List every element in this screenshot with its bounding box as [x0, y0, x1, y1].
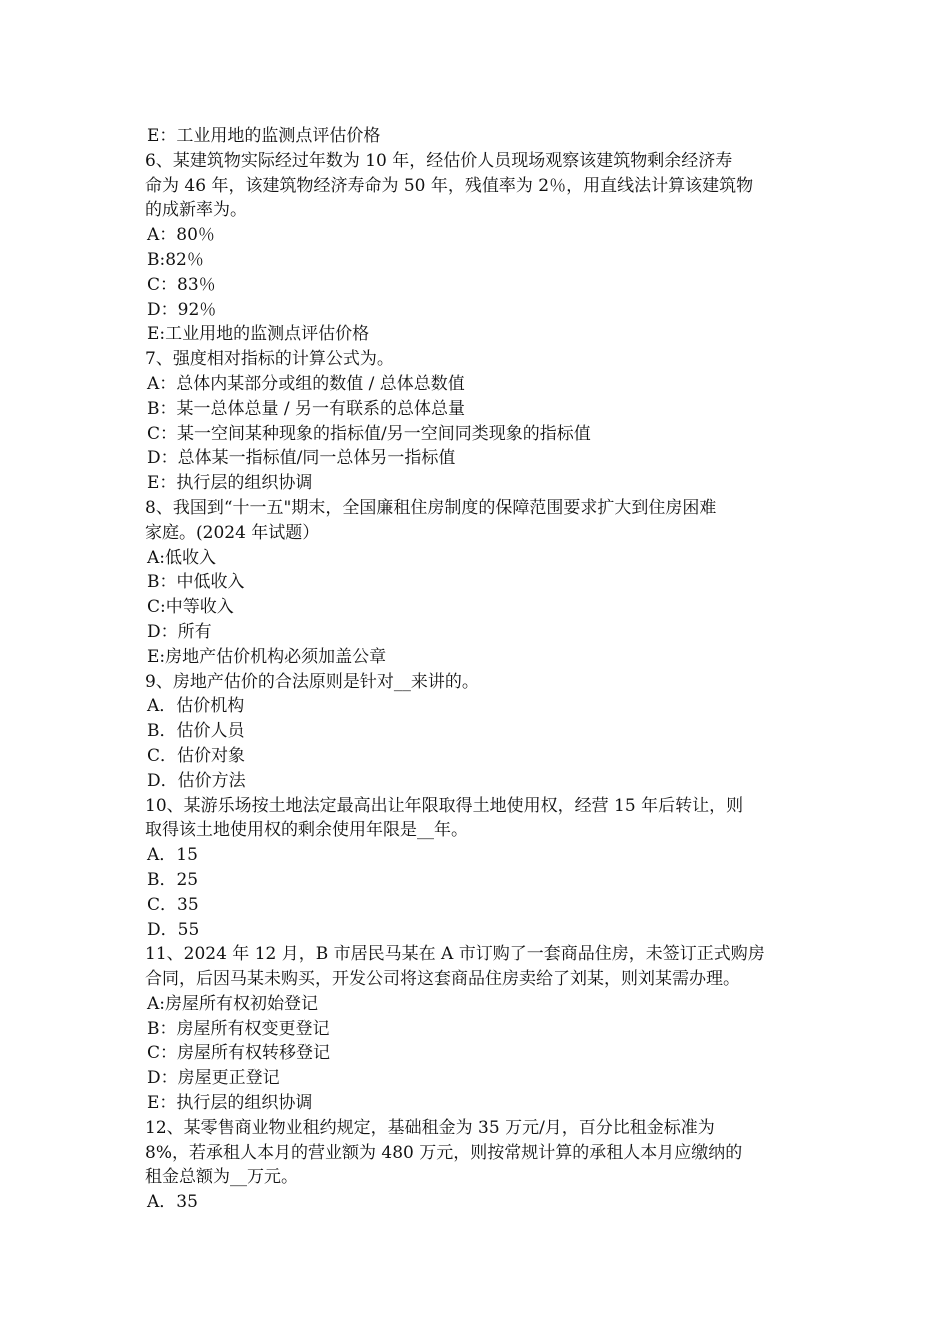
answer-option-line: E:房地产估价机构必须加盖公章	[147, 646, 387, 667]
answer-option-line: D：92％	[147, 299, 217, 320]
answer-option-line: C．35	[147, 894, 199, 915]
answer-option-line: C：房屋所有权转移登记	[147, 1043, 331, 1064]
answer-option-line: E：执行层的组织协调	[147, 473, 313, 494]
answer-option-line: C：83％	[147, 274, 216, 295]
answer-option-line: E:工业用地的监测点评估价格	[147, 324, 370, 345]
question-text-line: 家庭。(2024 年试题）	[145, 522, 320, 543]
answer-option-line: E：工业用地的监测点评估价格	[147, 126, 381, 146]
question-text-line: 取得该土地使用权的剩余使用年限是__年。	[145, 820, 468, 841]
answer-option-line: B：房屋所有权变更登记	[147, 1018, 330, 1039]
question-text-line: 8、我国到“十一五"期末，全国廉租住房制度的保障范围要求扩大到住房困难	[145, 497, 717, 518]
question-text-line: 9、房地产估价的合法原则是针对__来讲的。	[145, 671, 479, 692]
question-text-line: 6、某建筑物实际经过年数为 10 年，经估价人员现场观察该建筑物剩余经济寿	[145, 150, 733, 171]
answer-option-line: A．估价机构	[147, 696, 245, 717]
answer-option-line: D：总体某一指标值/同一总体另一指标值	[147, 448, 456, 469]
answer-option-line: C．估价对象	[147, 745, 246, 766]
answer-option-line: A．35	[147, 1192, 198, 1213]
question-text-line: 12、某零售商业物业租约规定，基础租金为 35 万元/月，百分比租金标准为	[145, 1117, 715, 1138]
answer-option-line: B：某一总体总量 / 另一有联系的总体总量	[147, 398, 466, 419]
answer-option-line: B：中低收入	[147, 572, 245, 593]
question-text-line: 8%，若承租人本月的营业额为 480 万元，则按常规计算的承租人本月应缴纳的	[145, 1142, 743, 1163]
question-text-line: 10、某游乐场按土地法定最高出让年限取得土地使用权，经营 15 年后转让，则	[145, 795, 744, 816]
answer-option-line: D．55	[147, 919, 200, 940]
question-text-line: 合同，后因马某未购买，开发公司将这套商品住房卖给了刘某，则刘某需办理。	[145, 969, 740, 990]
question-text-line: 命为 46 年，该建筑物经济寿命为 50 年，残值率为 2％，用直线法计算该建筑物	[145, 175, 754, 196]
question-text-line: 7、强度相对指标的计算公式为。	[145, 349, 394, 370]
document-body	[145, 124, 810, 1215]
question-text-line: 的成新率为。	[145, 200, 247, 221]
answer-option-line: A:房屋所有权初始登记	[147, 993, 319, 1014]
answer-option-line: B:82％	[147, 249, 204, 270]
answer-option-line: D：房屋更正登记	[147, 1068, 280, 1089]
answer-option-line: A：80％	[147, 225, 215, 246]
answer-option-line: C:中等收入	[147, 597, 234, 618]
question-text-line: 租金总额为__万元。	[145, 1167, 298, 1188]
answer-option-line: D．估价方法	[147, 770, 246, 791]
answer-option-line: A．15	[147, 845, 198, 866]
answer-option-line: A：总体内某部分或组的数值 / 总体总数值	[147, 373, 465, 394]
answer-option-line: B．25	[147, 869, 199, 890]
answer-option-line: B．估价人员	[147, 721, 245, 742]
answer-option-line: A:低收入	[147, 547, 217, 568]
question-text-line: 11、2024 年 12 月，B 市居民马某在 A 市订购了一套商品住房，未签订正式购房	[145, 944, 765, 965]
answer-option-line: D：所有	[147, 621, 212, 642]
answer-option-line: E：执行层的组织协调	[147, 1093, 313, 1114]
answer-option-line: C：某一空间某种现象的指标值/另一空间同类现象的指标值	[147, 423, 591, 444]
